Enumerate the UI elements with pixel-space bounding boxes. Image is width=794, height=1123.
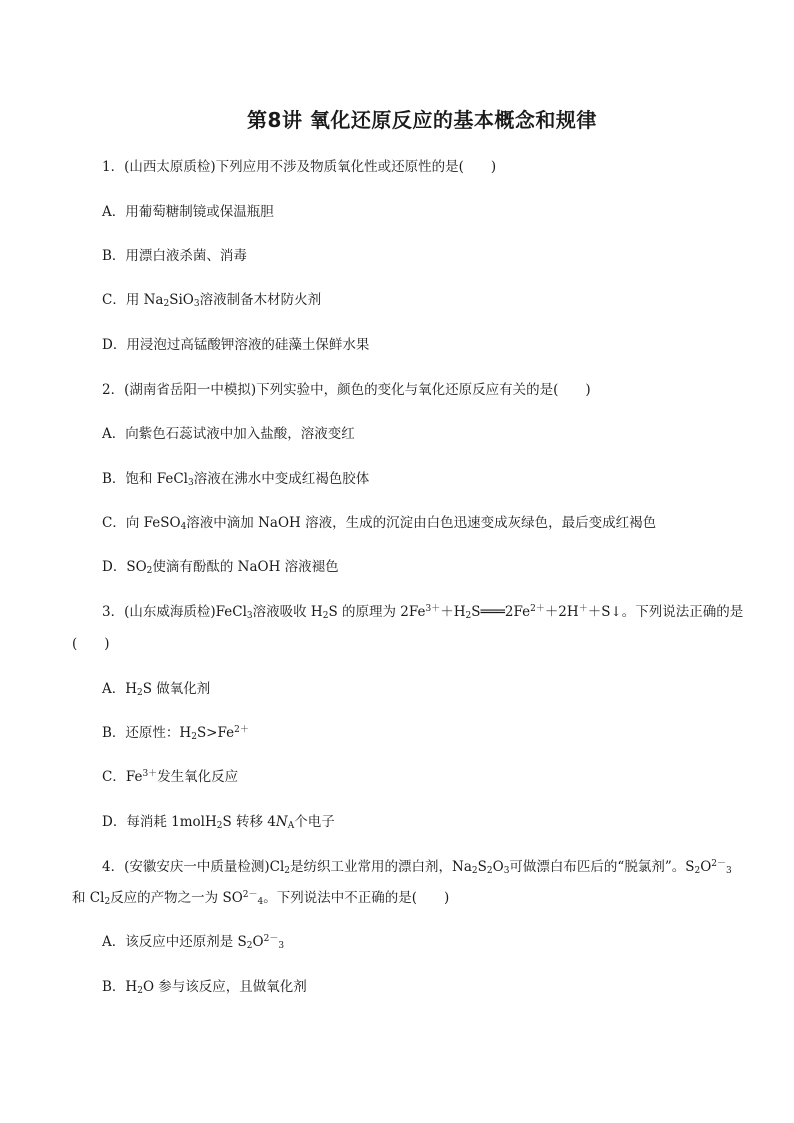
question-4-option-b: B．$H_2O$ 参与该反应，且做氧化剂 (102, 979, 307, 996)
question-1-option-a: A．用葡萄糖制镜或保温瓶胆 (102, 204, 274, 220)
question-1-stem: 1．(山西太原质检)下列应用不涉及物质氧化性或还原性的是( ) (102, 159, 497, 175)
question-3-option-b: B．还原性：$H_2S>Fe^{2+}$ (102, 725, 249, 742)
question-3-option-a: A．$H_2S$ 做氧化剂 (102, 681, 211, 698)
question-1-option-c: C．用 $Na_2SiO_3$溶液制备木材防火剂 (102, 292, 322, 309)
question-1-option-b: B．用漂白液杀菌、消毒 (102, 248, 247, 264)
question-3-stem-continued: ( ) (72, 636, 110, 652)
question-4-stem-continued: 和 $Cl_2$反应的产物之一为 $SO^{2-}_4$。下列说法中不正确的是( ) (72, 890, 450, 907)
question-3-option-c: C．$Fe^{3+}$发生氧化反应 (102, 769, 239, 785)
question-4-stem: 4．(安徽安庆一中质量检测)$Cl_2$是纺织工业常用的漂白剂，$Na_2S_2O_3$可做漂白布匹后的“脱氯剂”。$S_2O^{2-}_3$ (102, 859, 732, 876)
page-title: 第8讲 氧化还原反应的基本概念和规律 (247, 108, 597, 132)
question-3-option-d: D．每消耗 1molH$_2$S 转移 $4N_A$个电子 (102, 814, 335, 831)
question-2-option-d: D．$SO_2$使滴有酚酞的 NaOH 溶液褪色 (102, 559, 339, 576)
question-2-option-b: B．饱和 FeCl$_3$溶液在沸水中变成红褐色胶体 (102, 471, 370, 488)
question-1-option-d: D．用浸泡过高锰酸钾溶液的硅藻土保鲜水果 (102, 337, 370, 353)
question-2-option-c: C．向 FeSO$_4$溶液中滴加 NaOH 溶液，生成的沉淀由白色迅速变成灰绿色，最后变成红褐色 (102, 515, 657, 532)
question-2-stem: 2．(湖南省岳阳一中模拟)下列实验中，颜色的变化与氧化还原反应有关的是( ) (102, 382, 591, 398)
question-4-option-a: A．该反应中还原剂是 $S_2O^{2-}_3$ (102, 934, 285, 951)
question-3-stem: 3．(山东威海质检)FeCl$_3$溶液吸收 $H_2S$ 的原理为 $2Fe^{3+}+H_2S═══2Fe^{2+}+2H^++S↓$。下列说法正确的是 (102, 604, 744, 621)
question-2-option-a: A．向紫色石蕊试液中加入盐酸，溶液变红 (102, 426, 355, 442)
